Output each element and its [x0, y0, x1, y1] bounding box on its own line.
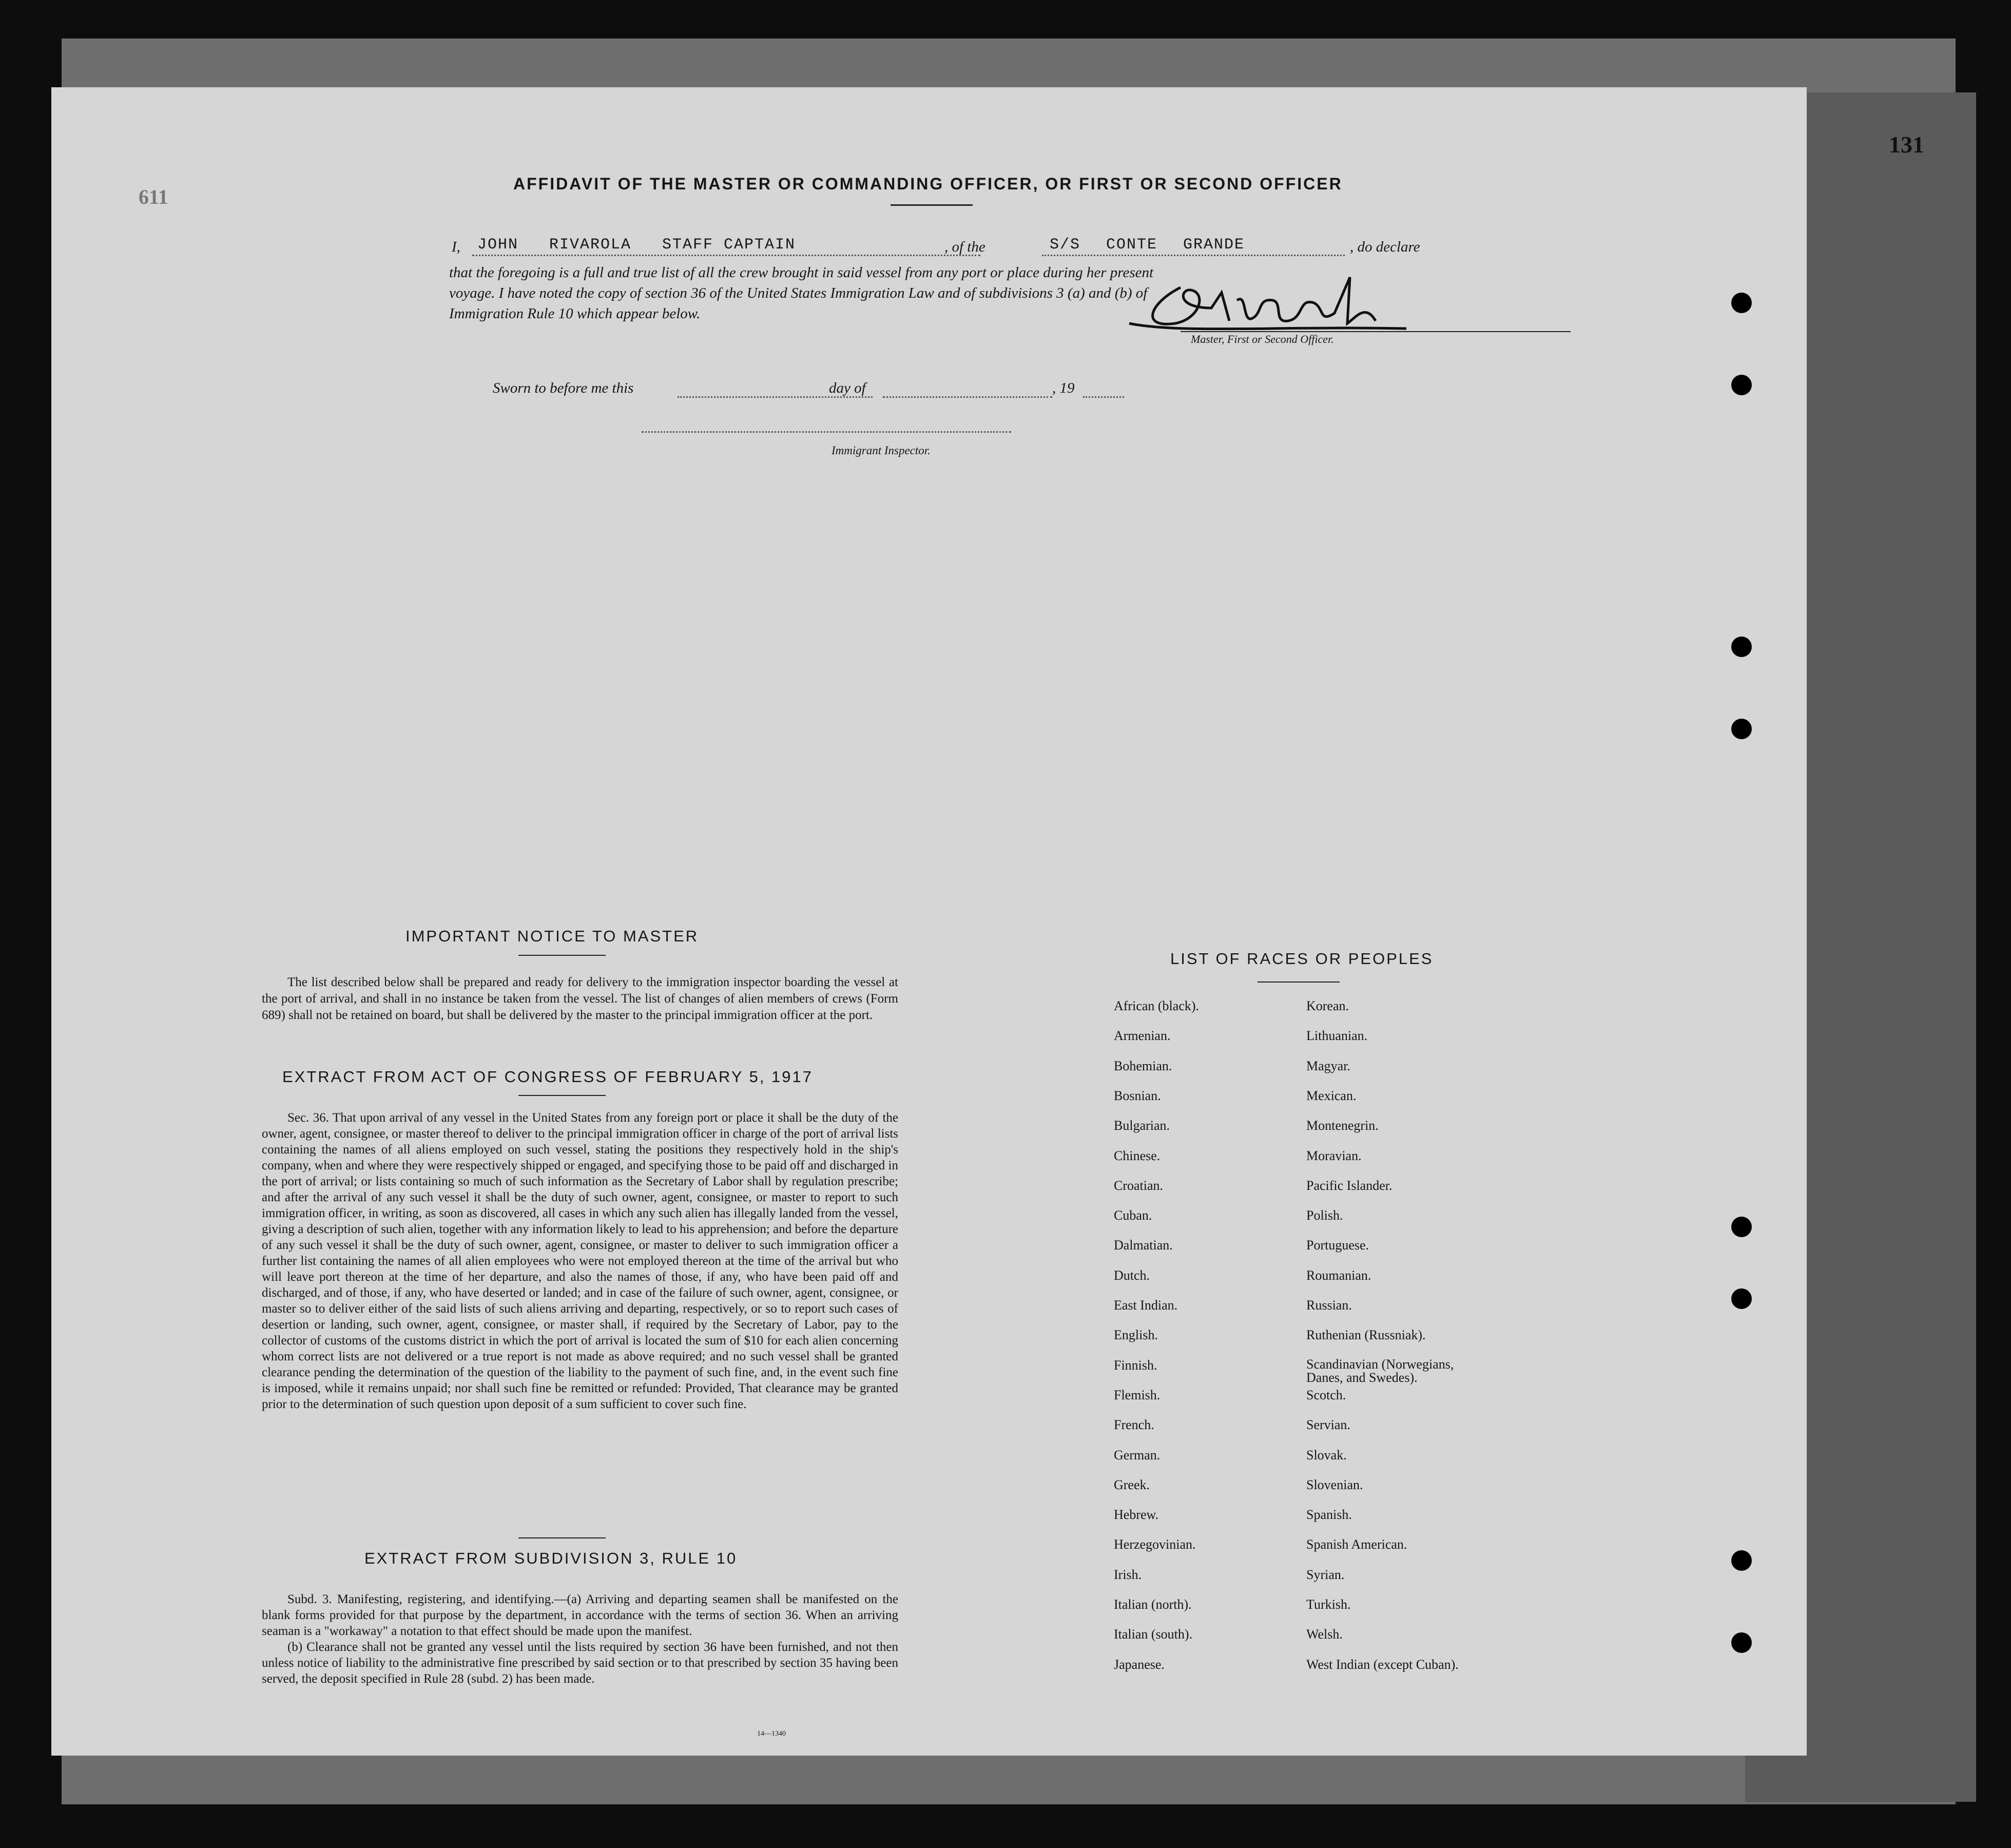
race-item: Cuban. [1114, 1208, 1152, 1223]
document-page [51, 87, 1807, 1756]
vessel-line [1042, 255, 1345, 256]
signature-line [1181, 331, 1571, 332]
margin-mark: 611 [139, 185, 168, 208]
race-item: Syrian. [1306, 1567, 1345, 1582]
act-text: Sec. 36. That upon arrival of any vessel in the United States from any foreign port or place it shall be the duty of the owner, agent, consignee, or master thereof to deliver to the principal immigration officer in charge of the port of arrival lists containing the names of all aliens employed on such vessel, stating the positions they respectively hold in the ship's company, when and where they were respectively shipped or engaged, and specifying those to be paid off and discharged in the port of arrival; or lists containing so much of such information as the Secretary of Labor shall by regulation prescribe; and after the arrival of any such vessel it shall be the duty of such owner, agent, consignee, or master to report to such immigration officer, in writing, as soon as discovered, all cases in which any such alien has illegally landed from the vessel, giving a description of such alien, together with any information likely to lead to his apprehension; and before the departure of any such vessel it shall be the duty of such owner, agent, consignee, or master to deliver to such immigration officer a further list containing the names of all alien employees who were not employed thereon at the time of the arrival but who will leave port thereon at the time of her departure, and also the names of those, if any, who have been paid off and discharged, and of those, if any, who have deserted or landed; and in case of the failure of such owner, agent, consignee, or master so to deliver either of the said lists of such aliens arriving and departing, respectively, or so to report such cases of desertion or landing, such owner, agent, consignee, or master shall, if required by the Secretary of Labor, pay to the collector of customs of the customs district in which the port of arrival is located the sum of $10 for each alien concerning whom correct lists are not delivered or a true report is not made as above required; and no such vessel shall be granted clearance pending the determination of the question of the liability to the payment of such fine, and, in the event such fine is imposed, while it remains unpaid; nor shall such fine be remitted or refunded: Provided, That clearance may be granted prior to the determination of such question upon deposit of a sum sufficient to cover such fine. [262, 1111, 898, 1411]
inspector-line [642, 431, 1011, 433]
race-item: Irish. [1114, 1567, 1142, 1582]
notice-body [262, 974, 898, 1024]
title-rule [891, 204, 973, 206]
race-item: Magyar. [1306, 1058, 1350, 1073]
rule-para-b: (b) Clearance shall not be granted any vessel until the lists required by section 36 have been furnished, and not then unless notice of liability to the administrative fine prescribed by said section or to that prescribed by section 35 having been served, the deposit specified in Rule 28 (subd. 2) has been made. [262, 1640, 898, 1686]
race-item: Slovenian. [1306, 1477, 1363, 1492]
officer-rank: STAFF CAPTAIN [662, 236, 796, 254]
race-item: Herzegovinian. [1114, 1537, 1196, 1552]
sworn-text: Sworn to before me this [493, 380, 634, 396]
race-item: West Indian (except Cuban). [1306, 1657, 1459, 1672]
race-item: Scotch. [1306, 1387, 1346, 1402]
race-item: Italian (south). [1114, 1627, 1193, 1642]
race-item: Turkish. [1306, 1597, 1351, 1612]
race-item: Welsh. [1306, 1627, 1343, 1642]
race-item: Pacific Islander. [1306, 1178, 1393, 1193]
race-item: Hebrew. [1114, 1507, 1159, 1523]
race-item: Russian. [1306, 1298, 1352, 1313]
race-item: Polish. [1306, 1208, 1343, 1223]
punch-hole [1731, 719, 1752, 739]
race-item: Flemish. [1114, 1387, 1161, 1402]
race-item: Spanish American. [1306, 1537, 1407, 1552]
notice-rule [518, 955, 606, 956]
notice-title: IMPORTANT NOTICE TO MASTER [405, 927, 699, 945]
sworn-month-line [883, 396, 1052, 398]
race-item: Dalmatian. [1114, 1238, 1173, 1253]
race-item: Spanish. [1306, 1507, 1352, 1523]
punch-hole [1731, 1288, 1752, 1309]
race-item: Servian. [1306, 1417, 1350, 1433]
punch-hole [1731, 637, 1752, 657]
race-item: Dutch. [1114, 1267, 1150, 1283]
race-item: Ruthenian (Russniak). [1306, 1327, 1426, 1343]
race-item: Lithuanian. [1306, 1028, 1368, 1044]
race-item: Moravian. [1306, 1148, 1362, 1163]
statement-line-3: Immigration Rule 10 which appear below. [449, 305, 701, 322]
vessel-name: S/S CONTE GRANDE [1050, 236, 1245, 254]
punch-hole [1731, 293, 1752, 313]
race-item: Croatian. [1114, 1178, 1164, 1193]
year-line [1083, 396, 1124, 398]
rule-top-rule [518, 1537, 606, 1538]
race-item: African (black). [1114, 998, 1200, 1013]
rule-para-a: Subd. 3. Manifesting, registering, and identifying.—(a) Arriving and departing seamen shall be manifested on the blank forms provided for that purpose by the department, in accordance with the terms of section 36. When an arriving seaman is a "workaway" a notation to that effect should be made upon the manifest. [262, 1592, 898, 1638]
race-item: Greek. [1114, 1477, 1150, 1492]
race-item: Montenegrin. [1306, 1118, 1379, 1133]
i-label: I, [452, 239, 460, 255]
act-title: EXTRACT FROM ACT OF CONGRESS OF FEBRUARY 5, 1917 [282, 1068, 814, 1086]
race-item: Bulgarian. [1114, 1118, 1170, 1133]
form-number: 14—1340 [757, 1730, 786, 1738]
punch-hole [1731, 1550, 1752, 1571]
races-title: LIST OF RACES OR PEOPLES [1170, 950, 1434, 968]
of-the-label: , of the [944, 239, 985, 255]
race-item: Bohemian. [1114, 1058, 1172, 1073]
race-item: Mexican. [1306, 1088, 1357, 1103]
do-declare-label: , do declare [1350, 239, 1420, 255]
race-item: Roumanian. [1306, 1267, 1371, 1283]
act-body [262, 1110, 898, 1412]
page-number: 131 [1889, 131, 1924, 158]
race-item: Italian (north). [1114, 1597, 1192, 1612]
race-item: Chinese. [1114, 1148, 1161, 1163]
race-item: Scandinavian (Norwegians, Danes, and Swedes). [1306, 1356, 1454, 1385]
signature-caption: Master, First or Second Officer. [1191, 333, 1334, 345]
race-item: Korean. [1306, 998, 1349, 1013]
officer-name: JOHN RIVAROLA [477, 236, 632, 254]
statement-line-2: voyage. I have noted the copy of section 36 of the United States Immigration Law and of subdivisions 3 (a) and (b) of [449, 285, 1148, 301]
race-item: Japanese. [1114, 1657, 1165, 1672]
races-rule [1258, 981, 1340, 983]
day-of-label: day of [829, 380, 866, 396]
statement-line-1: that the foregoing is a full and true list of all the crew brought in said vessel from any port or place during her present [449, 264, 1154, 281]
rule-title: EXTRACT FROM SUBDIVISION 3, RULE 10 [364, 1549, 738, 1567]
notice-text: The list described below shall be prepared and ready for delivery to the immigration inspector boarding the vessel at the port of arrival, and shall in no instance be taken from the vessel. The list of changes of alien members of crews (Form 689) shall not be retained on board, but shall be delivered by the master to the principal immigration officer at the port. [262, 975, 898, 1022]
race-item: Armenian. [1114, 1028, 1171, 1044]
race-item: French. [1114, 1417, 1154, 1433]
name-line [472, 255, 980, 256]
race-item: Bosnian. [1114, 1088, 1161, 1103]
act-rule [518, 1095, 606, 1096]
inspector-caption: Immigrant Inspector. [832, 444, 931, 457]
race-item: German. [1114, 1447, 1161, 1462]
punch-hole [1731, 1632, 1752, 1653]
punch-hole [1731, 375, 1752, 395]
race-item: English. [1114, 1327, 1158, 1343]
race-item: Finnish. [1114, 1357, 1157, 1373]
punch-hole [1731, 1217, 1752, 1237]
affidavit-title: AFFIDAVIT OF THE MASTER OR COMMANDING OFFICER, OR FIRST OR SECOND OFFICER [513, 175, 1343, 193]
rule-body [262, 1591, 898, 1687]
year-prefix: , 19 [1052, 380, 1075, 396]
race-item: Slovak. [1306, 1447, 1347, 1462]
race-item: Portuguese. [1306, 1238, 1369, 1253]
race-item: East Indian. [1114, 1298, 1178, 1313]
